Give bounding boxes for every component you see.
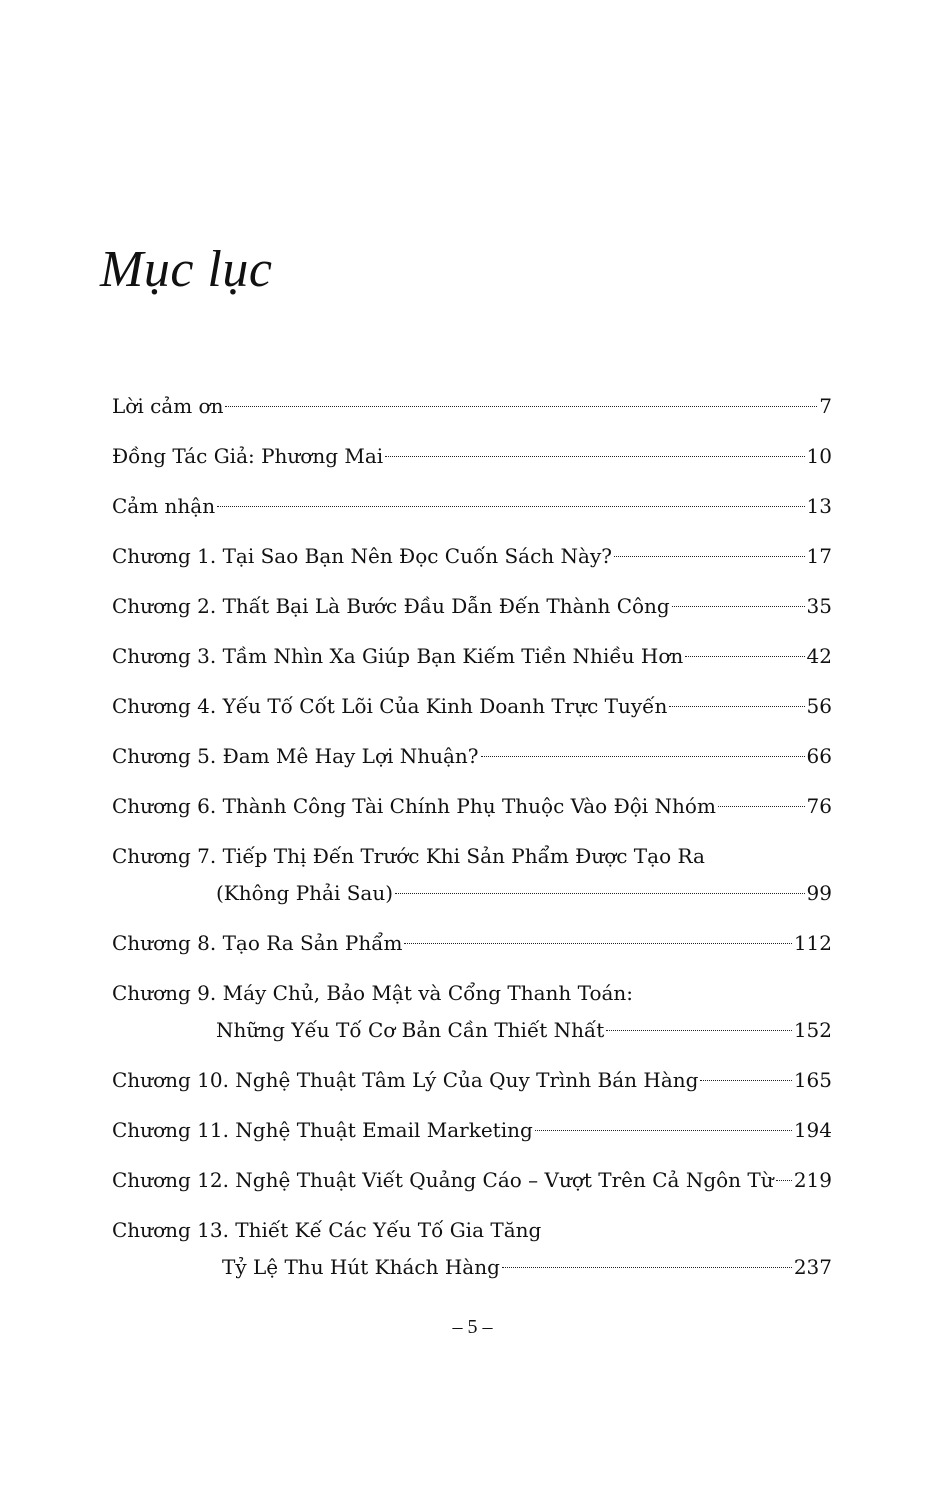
dot-leader bbox=[669, 706, 804, 707]
dot-leader bbox=[700, 1080, 791, 1081]
dot-leader bbox=[217, 506, 804, 507]
toc-entry bbox=[112, 925, 832, 975]
toc-entry-page: 10 bbox=[806, 444, 832, 468]
toc-entry-label: Chương 1. Tại Sao Bạn Nên Đọc Cuốn Sách Này? bbox=[112, 544, 612, 568]
toc-entry bbox=[112, 1162, 832, 1212]
toc-entry-label-continued: (Không Phải Sau) bbox=[216, 881, 394, 905]
toc-entry-page: 42 bbox=[806, 644, 832, 668]
toc-entry-label: Cảm nhận bbox=[112, 494, 216, 518]
toc-entry-label: Chương 8. Tạo Ra Sản Phẩm bbox=[112, 931, 403, 955]
toc-entry-page: 76 bbox=[806, 794, 832, 818]
toc-entry bbox=[112, 1112, 832, 1162]
toc-entry-label: Lời cảm ơn bbox=[112, 394, 224, 418]
toc-entry-label: Chương 11. Nghệ Thuật Email Marketing bbox=[112, 1118, 533, 1142]
toc-entry-label-continued: Những Yếu Tố Cơ Bản Cần Thiết Nhất bbox=[216, 1018, 605, 1042]
toc-entry-label: Chương 10. Nghệ Thuật Tâm Lý Của Quy Trình Bán Hàng bbox=[112, 1068, 699, 1092]
toc-entry-label: Chương 3. Tầm Nhìn Xa Giúp Bạn Kiếm Tiền Nhiều Hơn bbox=[112, 644, 684, 668]
toc-entry-page: 17 bbox=[806, 544, 832, 568]
toc-entry-label: Đồng Tác Giả: Phương Mai bbox=[112, 444, 384, 468]
dot-leader bbox=[502, 1267, 792, 1268]
dot-leader bbox=[718, 806, 805, 807]
toc-entry-label: Chương 2. Thất Bại Là Bước Đầu Dẫn Đến Thành Công bbox=[112, 594, 670, 618]
page-number: – 5 – bbox=[452, 1316, 493, 1338]
toc-entry-page: 7 bbox=[819, 394, 832, 418]
toc-entry-page: 237 bbox=[793, 1255, 832, 1279]
dot-leader bbox=[606, 1030, 791, 1031]
toc-entry bbox=[112, 1062, 832, 1112]
toc-entry-page: 99 bbox=[806, 881, 832, 905]
table-of-contents bbox=[112, 388, 832, 1299]
dot-leader bbox=[614, 556, 805, 557]
toc-entry bbox=[112, 975, 832, 1062]
dot-leader bbox=[685, 656, 804, 657]
toc-entry bbox=[112, 1212, 832, 1299]
dot-leader bbox=[225, 406, 817, 407]
toc-entry-label-continued: Tỷ Lệ Thu Hút Khách Hàng bbox=[222, 1255, 500, 1279]
toc-entry-label: Chương 4. Yếu Tố Cốt Lõi Của Kinh Doanh Trực Tuyến bbox=[112, 694, 668, 718]
toc-entry-label: Chương 5. Đam Mê Hay Lợi Nhuận? bbox=[112, 744, 479, 768]
toc-entry-page: 112 bbox=[793, 931, 832, 955]
toc-entry bbox=[112, 688, 832, 738]
toc-entry bbox=[112, 388, 832, 438]
toc-entry bbox=[112, 438, 832, 488]
toc-entry-label: Chương 7. Tiếp Thị Đến Trước Khi Sản Phẩm Được Tạo Ra bbox=[112, 844, 705, 868]
toc-entry-page: 152 bbox=[793, 1018, 832, 1042]
toc-entry bbox=[112, 738, 832, 788]
dot-leader bbox=[404, 943, 791, 944]
toc-entry-label: Chương 9. Máy Chủ, Bảo Mật và Cổng Thanh Toán: bbox=[112, 981, 634, 1005]
dot-leader bbox=[385, 456, 804, 457]
toc-entry-page: 13 bbox=[806, 494, 832, 518]
dot-leader bbox=[672, 606, 805, 607]
toc-entry-label: Chương 13. Thiết Kế Các Yếu Tố Gia Tăng bbox=[112, 1218, 542, 1242]
toc-entry-label: Chương 6. Thành Công Tài Chính Phụ Thuộc Vào Đội Nhóm bbox=[112, 794, 716, 818]
page-title: Mục lục bbox=[100, 241, 273, 298]
toc-entry-page: 194 bbox=[793, 1118, 832, 1142]
dot-leader bbox=[481, 756, 805, 757]
toc-entry-label: Chương 12. Nghệ Thuật Viết Quảng Cáo – Vượt Trên Cả Ngôn Từ bbox=[112, 1168, 774, 1192]
dot-leader bbox=[535, 1130, 792, 1131]
toc-entry-page: 219 bbox=[793, 1168, 832, 1192]
toc-entry-page: 35 bbox=[806, 594, 832, 618]
toc-entry bbox=[112, 838, 832, 925]
toc-entry bbox=[112, 638, 832, 688]
dot-leader bbox=[776, 1180, 792, 1181]
toc-entry bbox=[112, 488, 832, 538]
toc-entry bbox=[112, 538, 832, 588]
toc-entry-page: 66 bbox=[806, 744, 832, 768]
toc-entry-page: 165 bbox=[793, 1068, 832, 1092]
dot-leader bbox=[395, 893, 805, 894]
toc-entry-page: 56 bbox=[806, 694, 832, 718]
toc-entry bbox=[112, 588, 832, 638]
toc-entry bbox=[112, 788, 832, 838]
